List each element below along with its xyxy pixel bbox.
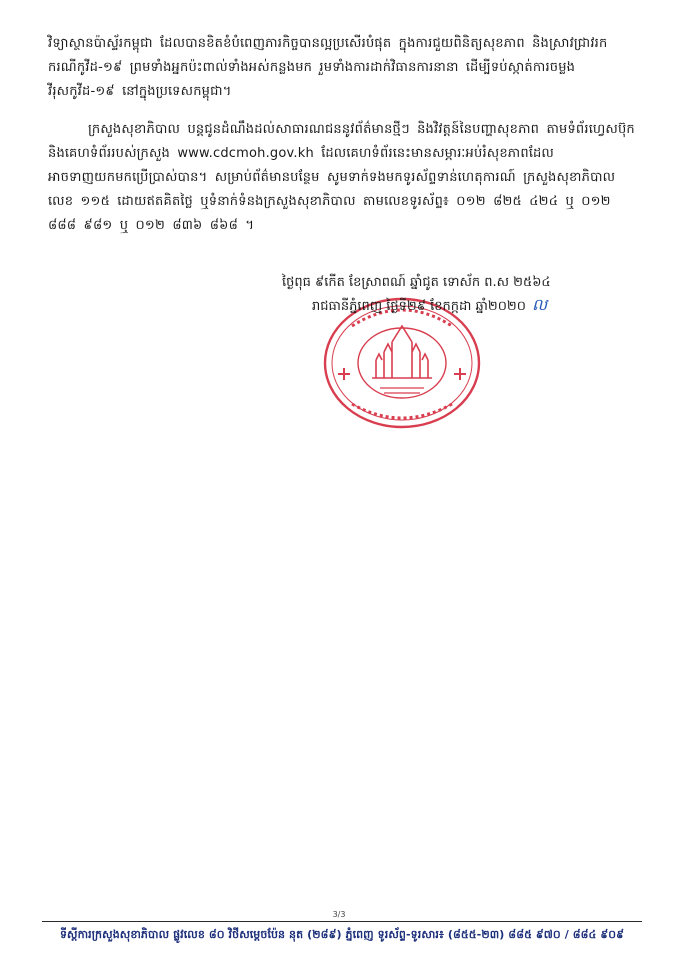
handwritten-initial: ល xyxy=(531,295,548,314)
body-paragraph-2: ក្រសួងសុខាភិបាល បន្តជូនដំណឹងដល់សាធារណជននូវព័ត៌មានថ្មីៗ និងវិវត្តន៍នៃបញ្ហាសុខភាព តាមទំព័រហ្វេសប៊ុក និងគេហទំព័ររបស់ក្រសួង www.cdcmoh.gov.kh ដែលគេហទំព័រនេះមានសម្ភារៈអប់រំសុខភាពដែលអាចទាញយកមកប្រើប្រាស់បាន។ សម្រាប់ព័ត៌មានបន្ថែម សូមទាក់ទងមកទូរស័ព្ទទាន់ហេតុការណ៍ ក្រសួងសុខាភិបាល លេខ ១១៥ ដោយឥតគិតថ្លៃ ឬទំនាក់ទំនងក្រសួងសុខាភិបាល តាមលេខទូរស័ព្ទ៖ ០១២ ៨២៥ ៤២៤ ឬ ០១២ ៨៨៨ ៩៨១ ឬ ០១២ ៨៣៦ ៨៦៨ ។ xyxy=(48,122,635,233)
solar-date-line xyxy=(282,294,622,318)
footer-address: ទីស្តីការក្រសួងសុខាភិបាល ផ្លូវលេខ ៨០ វិថីសម្តេចប៉ែន នុត (២៨៩) ភ្នំពេញ ទូរស័ព្ទ-ទូរសារ៖ (៨៥៥-២៣) ៨៨៥ ៩៧០ / ៨៨៤ ៩០៩ xyxy=(59,928,625,941)
body-paragraph-1: វិទ្យាស្ថានប៉ាស្ទ័រកម្ពុជា ដែលបានខិតខំបំពេញភារកិច្ចបានល្អប្រសើរបំផុត ក្នុងការជួយពិនិត្យសុខភាព និងស្រាវជ្រាវរកករណីកូវីដ-១៩ ព្រមទាំងអ្នកប៉ះពាល់ទាំងអស់កន្លងមក រួមទាំងការដាក់វិធានការនានា ដើម្បីទប់ស្កាត់ការចម្លងវីរុសកូវីដ-១៩ នៅក្នុងប្រទេសកម្ពុជា។ xyxy=(48,36,608,99)
solar-date: រាជធានីភ្នំពេញ ថ្ងៃទី២៩ ខែកក្កដា ឆ្នាំ២០២០ xyxy=(312,299,526,314)
lunar-date: ថ្ងៃពុធ ៩កើត ខែស្រាពណ៍ ឆ្នាំជូត ទោស័ក ព.ស ២៥៦៤ xyxy=(282,275,551,290)
signature-date-block xyxy=(282,272,622,318)
footer-divider xyxy=(42,921,642,922)
page-number: 3/3 xyxy=(332,910,346,919)
